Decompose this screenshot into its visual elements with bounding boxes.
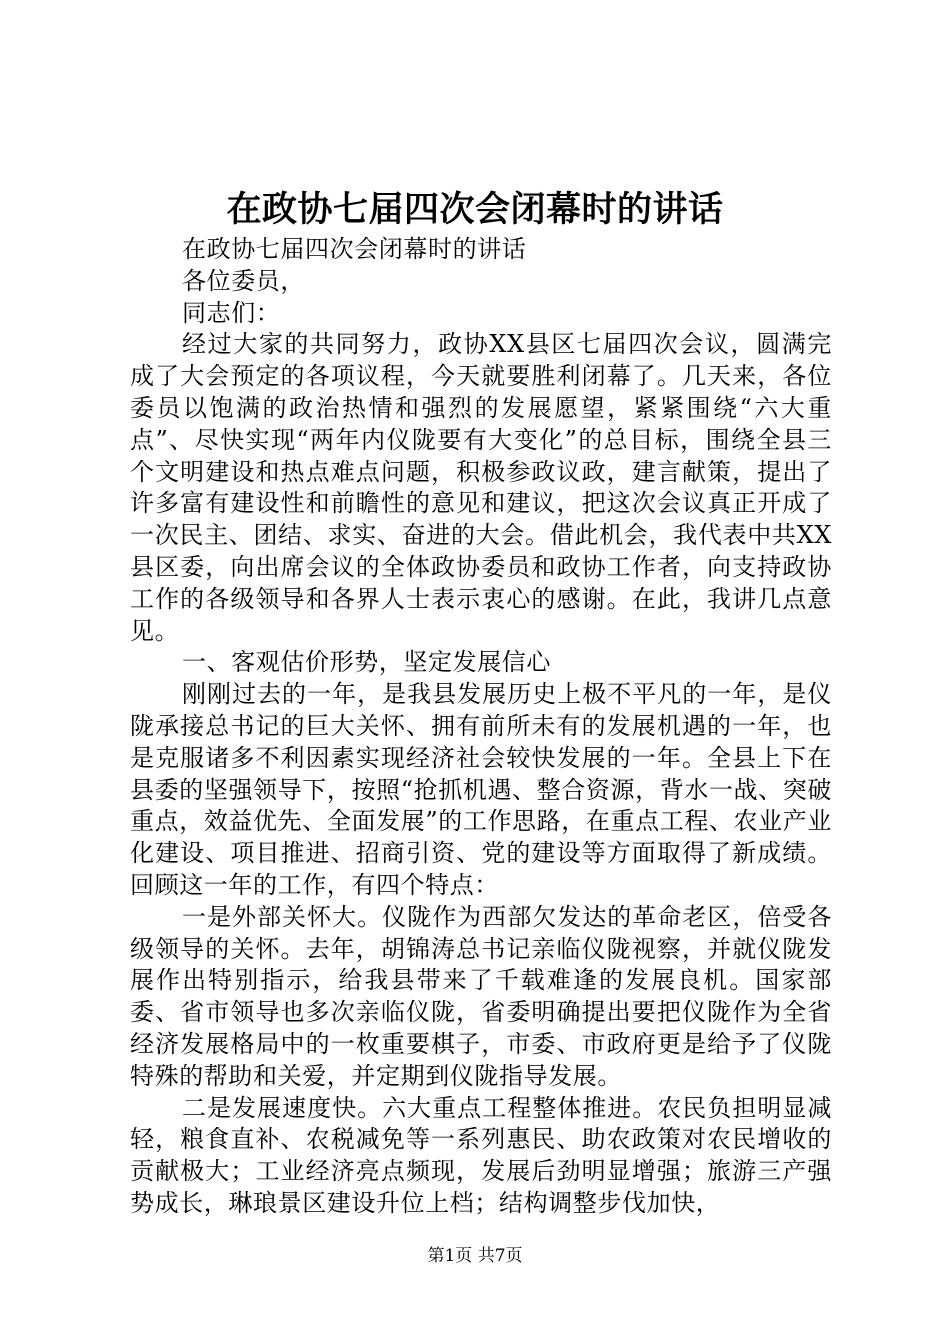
document-title: 在政协七届四次会闭幕时的讲话 xyxy=(226,189,724,230)
section-heading-1: 一、客观估价形势，坚定发展信心 xyxy=(182,648,551,677)
paragraph-review: 刚刚过去的一年，是我县发展历史上极不平凡的一年，是仪陇承接总书记的巨大关怀、拥有前所未有的发展机遇的一年，也是克服诸多不利因素实现经济社会较快发展的一年。全县上下在县委的坚强领导下，按照“抢抓机遇、整合资源，背水一战、突破重点，效益优先、全面发展”的工作思路，在重点工程、农业产业化建设、项目推进、招商引资、党的建设等方面取得了新成绩。回顾这一年的工作，有四个特点： xyxy=(130,680,832,899)
paragraph-opening: 经过大家的共同努力，政协XX县区七届四次会议，圆满完成了大会预定的各项议程，今天就要胜利闭幕了。几天来，各位委员以饱满的政治热情和强烈的发展愿望，紧紧围绕“六大重点”、尽快实现“两年内仪陇要有大变化”的总目标，围绕全县三个文明建设和热点难点问题，积极参政议政，建言献策，提出了许多富有建设性和前瞻性的意见和建议，把这次会议真正开成了一次民主、团结、求实、奋进的大会。借此机会，我代表中共XX县区委，向出席会议的全体政协委员和政协工作者，向支持政协工作的各级领导和各界人士表示衷心的感谢。在此，我讲几点意见。 xyxy=(130,330,832,645)
page-number-footer: 第1页 共7页 xyxy=(427,1246,523,1266)
paragraph-subtitle: 在政协七届四次会闭幕时的讲话 xyxy=(182,235,527,263)
paragraph-point-1: 一是外部关怀大。仪陇作为西部欠发达的革命老区，倍受各级领导的关怀。去年，胡锦涛总书记亲临仪陇视察，并就仪陇发展作出特别指示，给我县带来了千载难逢的发展良机。国家部委、省市领导也多次亲临仪陇，省委明确提出要把仪陇作为全省经济发展格局中的一枚重要棋子，市委、市政府更是给予了仪陇特殊的帮助和关爱，并定期到仪陇指导发展。 xyxy=(130,902,832,1090)
paragraph-salutation-comrades: 同志们： xyxy=(182,298,281,327)
paragraph-salutation-members: 各位委员， xyxy=(182,266,305,295)
paragraph-point-2: 二是发展速度快。六大重点工程整体推进。农民负担明显减轻，粮食直补、农税减免等一系列惠民、助农政策对农民增收的贡献极大；工业经济亮点频现，发展后劲明显增强；旅游三产强势成长，琳琅景区建设升位上档；结构调整步伐加快， xyxy=(130,1093,832,1217)
document-body xyxy=(130,234,832,1220)
